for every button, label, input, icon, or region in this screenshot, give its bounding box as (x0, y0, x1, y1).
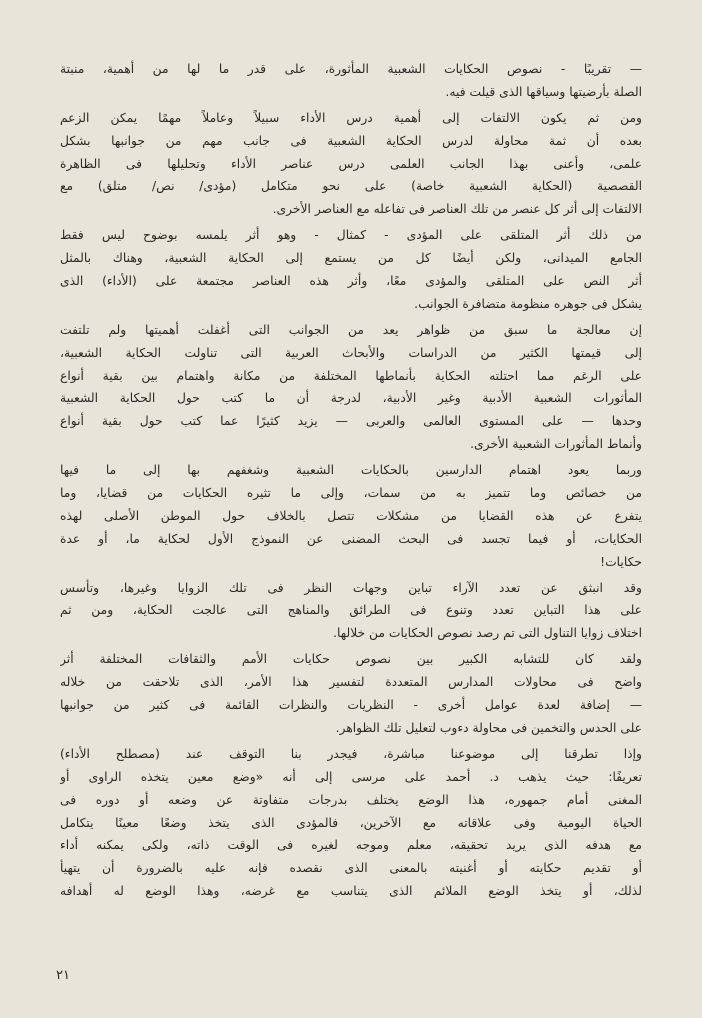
paragraph (60, 459, 642, 573)
page-body (60, 58, 642, 958)
text-line: أثر النص على المتلقى والمؤدى معًا، وأثر هذه العناصر مجتمعة على (الأداء) الذى (60, 274, 642, 289)
text-line: ومن ثم يكون الالتفات إلى أهمية درس الأداء سبيلاً وعاملاً مهمًا يمكن الزعم (60, 110, 642, 125)
paragraph (60, 743, 642, 903)
paragraph (60, 107, 642, 221)
text-line: إن معالجة ما سبق من ظواهر يعد من الجوانب التى أغفلت أهميتها ولم تلتفت (60, 322, 642, 337)
text-line: مع هدفه الذى يريد تحقيقه، معلم وموجه لغيره فى الوقت ذاته، ولكى يمكنه أداء (60, 838, 642, 853)
paragraph (60, 577, 642, 646)
text-line: ولقد كان للتشابه الكبير بين نصوص حكايات الأمم والثقافات المختلفة أثر (60, 652, 642, 667)
text-line: وأنماط المأثورات الشعبية الأخرى. (470, 437, 642, 452)
text-line: واضح فى محاولات المدارس المتعددة لتفسير هذا الأمر، الذى تلاحقت من خلاله (60, 675, 642, 690)
text-line: من خصائص وما تتميز به من سمات، وإلى ما تثيره الحكايات من قضايا، وما (60, 486, 642, 501)
paragraph (60, 648, 642, 740)
text-line: الحياة اليومية وفى علاقاته مع الآخرين، فالمؤدى الذى يتخذ وضعًا معينًا يتكامل (60, 815, 642, 830)
text-line: وقد انبثق عن تعدد الآراء تباين وجهات النظر فى تلك الزوايا وغيرها، وتأسس (60, 580, 642, 595)
text-line: على الحدس والتخمين فى محاولة دءوب لتعليل تلك الظواهر. (335, 720, 642, 735)
text-line: اختلاف زوايا التناول التى تم رصد نصوص الحكايات من خلالها. (333, 626, 642, 641)
text-line: وإذا تطرقنا إلى موضوعنا مباشرة، فيجدر بنا التوقف عند (مصطلح الأداء) (60, 746, 642, 761)
text-line: — تقريبًا - نصوص الحكايات الشعبية المأثورة، على قدر ما لها من أهمية، منبتة (60, 62, 642, 76)
text-line: وحدها — على المستوى العالمى والعربى — يزيد كثيرًا عما كتب حول بقية أنواع (60, 414, 642, 429)
paragraph (60, 319, 642, 456)
text-line: الجامع الميدانى، ولكن أيضًا كل من يستمع إلى الحكاية الشعبية، وهناك بالمثل (60, 251, 642, 266)
text-line: — إضافة لعدة عوامل أخرى - النظريات والنظرات القائمة فى كثير من جوانبها (60, 698, 642, 713)
paragraph (60, 224, 642, 316)
text-line: الصلة بأرضيتها وسياقها الذى قيلت فيه. (445, 84, 642, 99)
text-line: أو تقديم حكايته أو أغنيته بالمعنى الذى نقصده فإنه عليه بالضرورة أن يتهيأ (60, 861, 642, 876)
text-line: من ذلك أثر المتلقى على المؤدى - كمثال - وهو أثر يلمسه بوضوح ليس فقط (60, 228, 642, 243)
text-line: المأثورات الشعبية الأدبية وغير الأدبية، لدرجة أن ما كتب حول الحكاية الشعبية (60, 391, 642, 406)
text-line: لذلك، أو يتخذ الوضع الملائم الذى يتناسب مع غرضه، وهذا الوضع له أهدافه (60, 884, 642, 899)
paragraph (60, 58, 642, 104)
page-number: ٢١ (56, 968, 70, 983)
text-line: إلى قيمتها الكثير من الدراسات والأبحاث العربية التى تناولت الحكاية الشعبية، (60, 345, 642, 360)
text-line: يشكل فى جوهره منظومة متضافرة الجوانب. (414, 296, 642, 311)
text-line: الحكايات، أو فيما تجسد فى البحث المضنى عن النموذج الأول لحكاية ما، أو عدة (60, 531, 642, 546)
text-line: علمى، وأعنى بهذا الجانب العلمى درس عناصر الأداء وتحليلها فى الظاهرة (60, 156, 642, 171)
text-line: تعريفًا: حيث يذهب د. أحمد على مرسى إلى أنه «وضع معين يتخذه الراوى أو (60, 769, 642, 784)
text-line: على هذا التباين تعدد وتنوع فى الطرائق والمناهج التى عالجت الحكاية، ومن ثم (60, 603, 642, 618)
text-line: المغنى أمام جمهوره، هذا الوضع يختلف بدرجات متفاوتة عن وضعه أو دوره فى (60, 792, 642, 807)
text-line: بعده أن ثمة محاولة لدرس الحكاية الشعبية فى جانب مهم من جوانبها بشكل (60, 133, 642, 148)
text-line: حكايات! (600, 554, 642, 569)
text-line: يتفرع عن هذه القضايا من مشكلات تتصل بالخلاف حول الموطن الأصلى لهذه (60, 508, 642, 523)
text-line: على الرغم مما احتلته الحكاية بأنماطها المختلفة من مكانة واهتمام بين بقية أنواع (60, 368, 642, 383)
text-line: وربما يعود اهتمام الدارسين بالحكايات الشعبية وشغفهم بها إلى ما فيها (60, 463, 642, 478)
text-line: القصصية (الحكاية الشعبية خاصة) على نحو متكامل (مؤدى/ نص/ متلق) مع (60, 179, 642, 194)
text-line: الالتفات إلى أثر كل عنصر من تلك العناصر فى تفاعله مع العناصر الأخرى. (272, 202, 642, 217)
